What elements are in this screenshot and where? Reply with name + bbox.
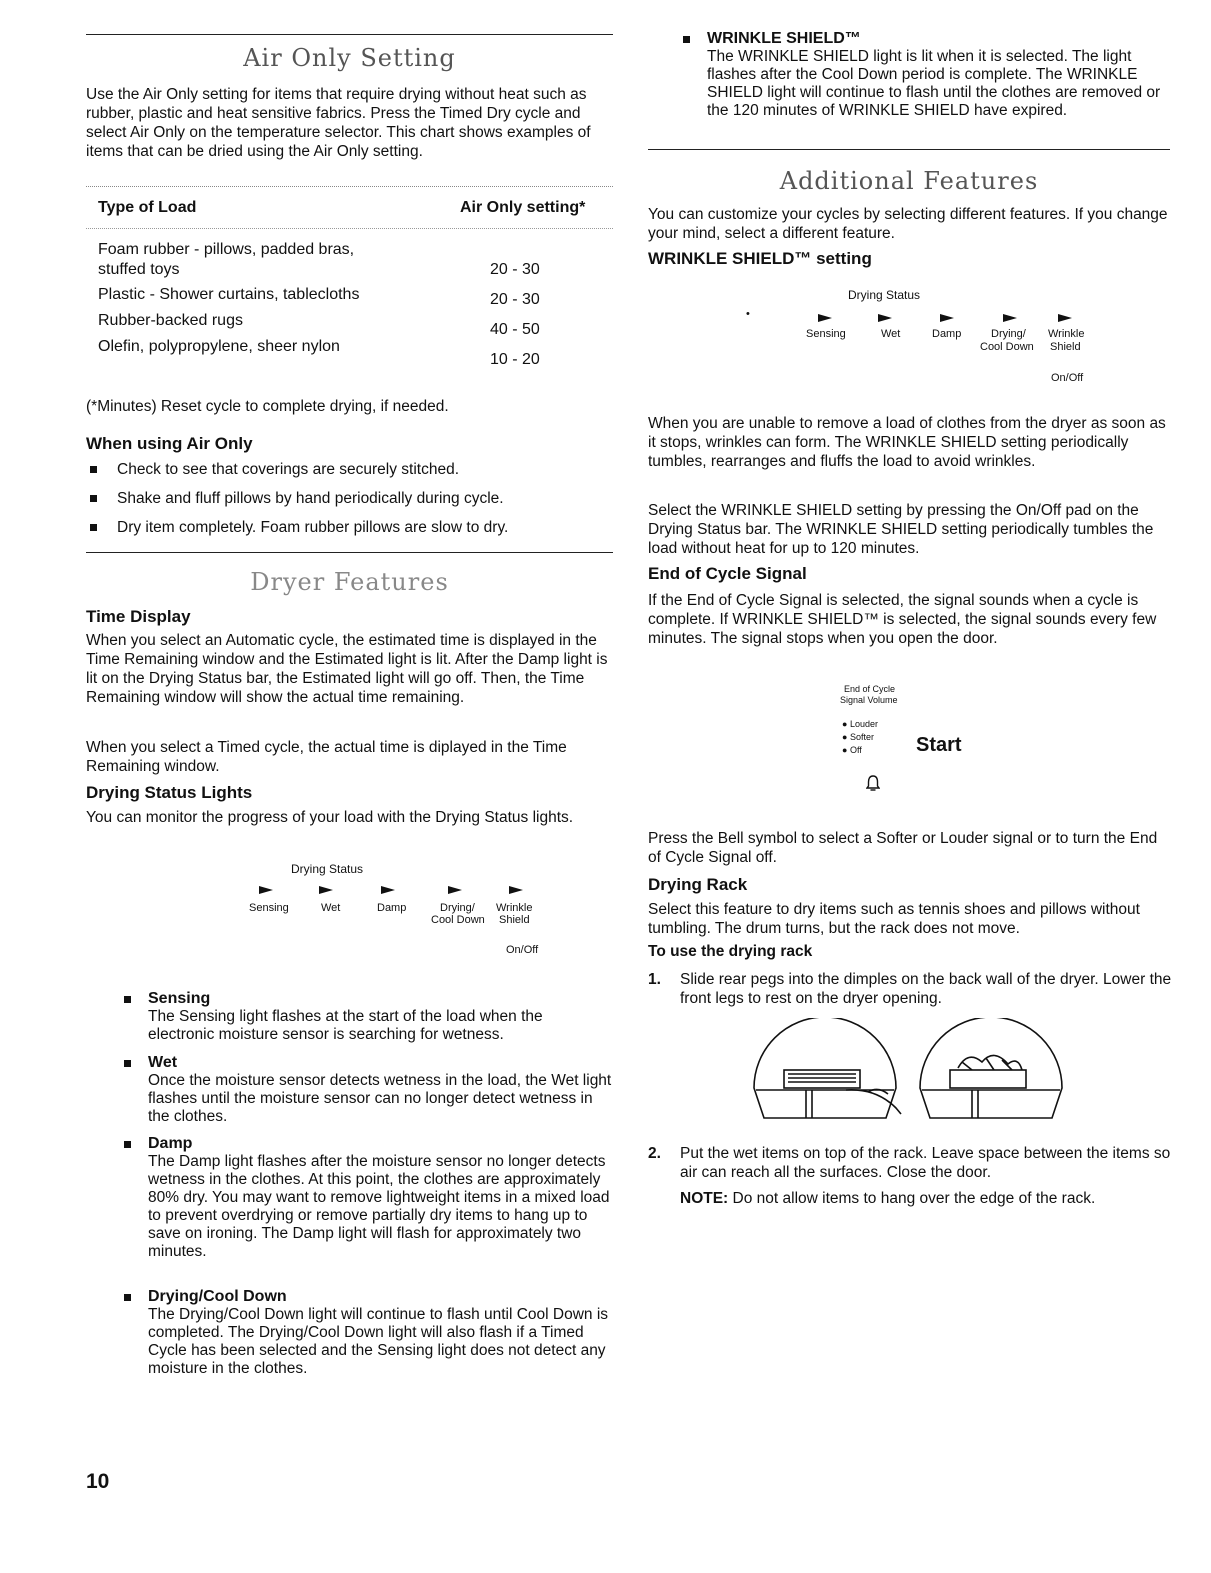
additional-intro: You can customize your cycles by selecting different features. If you change your mind, select a different feature. — [648, 206, 1168, 242]
table-header-rule — [86, 228, 613, 229]
divider — [86, 552, 613, 553]
definition-wet — [148, 1054, 613, 1126]
arrow-icon — [509, 886, 523, 894]
panel-label-onoff[interactable]: On/Off — [506, 944, 539, 956]
signal-option-off[interactable]: ● Off — [842, 745, 862, 755]
table-cell-load: Foam rubber - pillows, padded bras, stuffed toys — [98, 241, 355, 278]
note — [680, 1190, 1095, 1208]
panel-label-wet: Wet — [881, 328, 901, 340]
step-number: 2. — [648, 1145, 661, 1162]
definition-term: WRINKLE SHIELD™ — [707, 30, 861, 47]
bullet-icon — [90, 524, 97, 531]
panel-label-wrinkle: Wrinkle — [1048, 328, 1085, 340]
table-row — [98, 240, 398, 280]
panel-label-damp: Damp — [377, 902, 407, 914]
when-using-heading: When using Air Only — [86, 434, 253, 453]
table-cell-setting: 40 - 50 — [490, 321, 540, 338]
divider — [86, 34, 613, 35]
bullet-icon — [124, 1141, 131, 1148]
divider — [648, 149, 1170, 150]
drying-status-text: You can monitor the progress of your load with the Drying Status lights. — [86, 809, 574, 826]
panel-label-wet: Wet — [321, 902, 341, 914]
signal-volume-panel — [840, 684, 1000, 804]
air-only-footnote: (*Minutes) Reset cycle to complete drying, if needed. — [86, 398, 449, 415]
rack-figure — [746, 1018, 1076, 1138]
definition-text: The WRINKLE SHIELD light is lit when it is selected. The light flashes after the Cool Down period is complete. The WRINKLE SHIELD light will continue to flash until the clothes are removed or the 120 minutes of WRINKLE SHIELD have expired. — [707, 48, 1161, 119]
air-only-title: Air Only Setting — [243, 44, 456, 72]
arrow-icon — [259, 886, 273, 894]
air-only-intro: Use the Air Only setting for items that require drying without heat such as rubber, plastic and heat sensitive fabrics. Press the Timed Dry cycle and select Air Only on the temperature selector. This chart shows examples of items that can be dried using the Air Only setting. — [86, 86, 591, 160]
signal-option-softer[interactable]: ● Softer — [842, 732, 874, 742]
wrinkle-shield-p1: When you are unable to remove a load of clothes from the dryer as soon as it stops, wrinkles can form. The WRINKLE SHIELD setting periodically tumbles, rearranges and fluffs the load to avoid wrinkles. — [648, 415, 1166, 470]
table-cell-load: Olefin, polypropylene, sheer nylon — [98, 338, 340, 355]
definition-text: Once the moisture sensor detects wetness in the load, the Wet light flashes until the moisture sensor can no longer detect wetness in the clothes. — [148, 1072, 612, 1125]
table-cell-load: Plastic - Shower curtains, tablecloths — [98, 286, 360, 303]
arrow-icon — [381, 886, 395, 894]
panel-label-sensing: Sensing — [806, 328, 846, 340]
arrow-icon — [319, 886, 333, 894]
drying-status-heading: Drying Status Lights — [86, 783, 253, 802]
bullet-icon — [124, 996, 131, 1003]
page-number: 10 — [86, 1470, 110, 1493]
list-item-text: Shake and fluff pillows by hand periodically during cycle. — [117, 490, 504, 507]
table-cell-setting: 20 - 30 — [490, 261, 540, 278]
table-header-setting: Air Only setting* — [460, 199, 586, 216]
note-text: Do not allow items to hang over the edge of the rack. — [732, 1190, 1096, 1207]
definition-sensing — [148, 990, 613, 1044]
panel-label-cooldown: Cool Down — [431, 914, 485, 926]
time-display-p1: When you select an Automatic cycle, the estimated time is displayed in the Time Remaining window and the Estimated light is lit. After the Damp light is lit on the Drying Status bar, the Estimated light will go off. Then, the Time Remaining window will show the actual time remaining. — [86, 632, 608, 706]
panel-label-onoff[interactable]: On/Off — [1051, 372, 1084, 384]
start-button[interactable]: Start — [916, 734, 962, 756]
table-top-rule — [86, 186, 613, 187]
table-cell-setting: 20 - 30 — [490, 291, 540, 308]
drying-status-panel — [746, 288, 1106, 388]
step-text: Put the wet items on top of the rack. Leave space between the items so air can reach all the surfaces. Close the door. — [680, 1145, 1171, 1181]
step-text: Slide rear pegs into the dimples on the back wall of the dryer. Lower the front legs to rest on the dryer opening. — [680, 971, 1172, 1007]
panel-title: Drying Status — [848, 288, 921, 302]
drying-rack-illustration — [746, 1018, 1076, 1138]
bell-icon[interactable] — [866, 775, 880, 796]
definition-damp — [148, 1135, 613, 1261]
bullet-icon — [124, 1060, 131, 1067]
list-item-text: Dry item completely. Foam rubber pillows are slow to dry. — [117, 519, 509, 536]
step-number: 1. — [648, 971, 661, 988]
panel-title: Drying Status — [291, 862, 364, 876]
table-cell-load: Rubber-backed rugs — [98, 312, 243, 329]
bell-icon-svg — [866, 775, 880, 793]
definition-text: The Drying/Cool Down light will continue to flash until Cool Down is completed. The Drying/Cool Down light will also flash if a Timed Cycle has been selected and the Sensing light does not detect any moisture in the clothes. — [148, 1306, 609, 1377]
bell-text: Press the Bell symbol to select a Softer or Louder signal or to turn the End of Cycle Signal off. — [648, 830, 1158, 866]
definition-text: The Damp light flashes after the moisture sensor no longer detects wetness in the clothes. At this point, the clothes are approximately 80% dry. You may want to remove lightweight items in a mixed load to prevent overdrying or remove partially dry items to hang up to save on ironing. The Damp light will flash for approximately two minutes. — [148, 1153, 610, 1260]
step-1 — [648, 970, 1175, 1010]
panel-label-damp: Damp — [932, 328, 962, 340]
panel-label-cooldown: Cool Down — [980, 341, 1034, 353]
arrow-icon — [878, 314, 892, 322]
panel-label-drying: Drying/ — [440, 902, 475, 914]
dot-mark: • — [746, 308, 750, 320]
panel-label-wrinkle: Wrinkle — [496, 902, 533, 914]
definition-term: Sensing — [148, 990, 211, 1007]
arrow-icon — [1003, 314, 1017, 322]
bullet-icon — [90, 466, 97, 473]
drying-status-panel — [241, 862, 561, 962]
table-cell-setting: 10 - 20 — [490, 351, 540, 368]
arrow-icon — [448, 886, 462, 894]
signal-option-louder[interactable]: ● Louder — [842, 719, 878, 729]
definition-wrinkle-shield — [707, 30, 1172, 120]
panel-label-drying: Drying/ — [991, 328, 1026, 340]
panel-label-shield: Shield — [1050, 341, 1081, 353]
wrinkle-shield-p2: Select the WRINKLE SHIELD setting by pressing the On/Off pad on the Drying Status bar. The WRINKLE SHIELD setting periodically tumbles the load without heat for up to 120 minutes. — [648, 502, 1154, 557]
arrow-icon — [1058, 314, 1072, 322]
drying-rack-text: Select this feature to dry items such as tennis shoes and pillows without tumbling. The drum turns, but the rack does not move. — [648, 901, 1140, 937]
step-2 — [648, 1144, 1175, 1184]
bullet-icon — [90, 495, 97, 502]
additional-features-title: Additional Features — [779, 167, 1039, 195]
note-label: NOTE: — [680, 1190, 729, 1207]
bullet-icon — [683, 36, 690, 43]
drying-rack-heading: Drying Rack — [648, 875, 748, 894]
drying-rack-subheading: To use the drying rack — [648, 943, 813, 960]
arrow-icon — [940, 314, 954, 322]
end-of-cycle-heading: End of Cycle Signal — [648, 564, 807, 583]
definition-drying-cool-down — [148, 1288, 613, 1378]
panel-label-sensing: Sensing — [249, 902, 289, 914]
wrinkle-shield-heading: WRINKLE SHIELD™ setting — [648, 249, 872, 268]
arrow-icon — [818, 314, 832, 322]
air-only-table — [86, 190, 613, 390]
bullet-icon — [124, 1294, 131, 1301]
list-item-text: Check to see that coverings are securely stitched. — [117, 461, 460, 478]
definition-term: Drying/Cool Down — [148, 1288, 287, 1305]
signal-panel-title: End of Cycle — [844, 684, 896, 694]
definition-text: The Sensing light flashes at the start of the load when the electronic moisture sensor is searching for wetness. — [148, 1008, 543, 1043]
definition-term: Wet — [148, 1054, 178, 1071]
panel-label-shield: Shield — [499, 914, 530, 926]
signal-panel-subtitle: Signal Volume — [840, 695, 898, 705]
table-header-load: Type of Load — [98, 199, 197, 216]
time-display-p2: When you select a Timed cycle, the actual time is diplayed in the Time Remaining window. — [86, 739, 567, 775]
definition-term: Damp — [148, 1135, 193, 1152]
end-of-cycle-text: If the End of Cycle Signal is selected, the signal sounds when a cycle is complete. If WRINKLE SHIELD™ is selected, the signal sounds every few minutes. The signal stops when you open the door. — [648, 592, 1157, 647]
time-display-heading: Time Display — [86, 607, 191, 626]
dryer-features-title: Dryer Features — [250, 568, 449, 596]
